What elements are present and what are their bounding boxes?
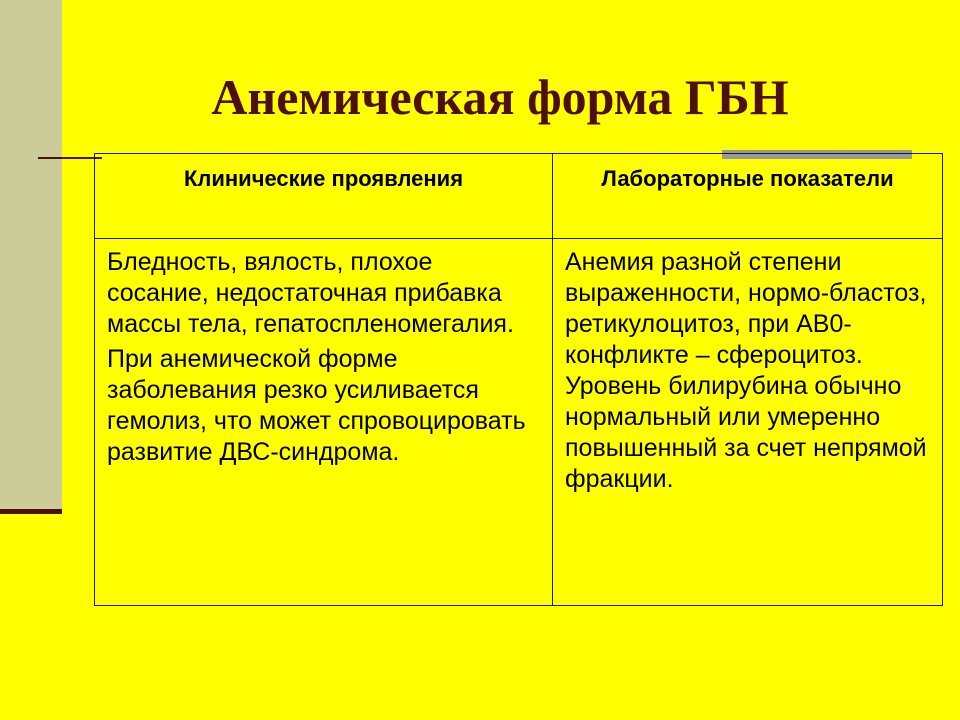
clinical-paragraph-2: При анемической форме заболевания резко усиливается гемолиз, что может спровоцировать развитие ДВС-синдрома. — [107, 345, 526, 466]
table-header-row — [95, 154, 943, 239]
table-row — [95, 239, 943, 606]
cell-clinical — [95, 239, 553, 606]
header-laboratory: Лабораторные показатели — [553, 154, 943, 239]
slide-title: Анемическая форма ГБН — [211, 69, 789, 125]
decorative-title-line — [38, 157, 102, 159]
laboratory-paragraph: Анемия разной степени выраженности, нормо-бластоз, ретикулоцитоз, при АВ0-конфликте – сфероцитоз. Уровень билирубина обычно нормальный или умеренно повышенный за счет непрямой фракции. — [565, 248, 927, 493]
decorative-sidebar-line — [0, 509, 62, 514]
header-clinical: Клинические проявления — [95, 154, 553, 239]
comparison-table — [94, 153, 943, 606]
clinical-paragraph-1: Бледность, вялость, плохое сосание, недостаточная прибавка массы тела, гепатоспленомегалия. — [107, 248, 514, 338]
cell-laboratory — [553, 239, 943, 606]
decorative-sidebar — [0, 0, 62, 512]
